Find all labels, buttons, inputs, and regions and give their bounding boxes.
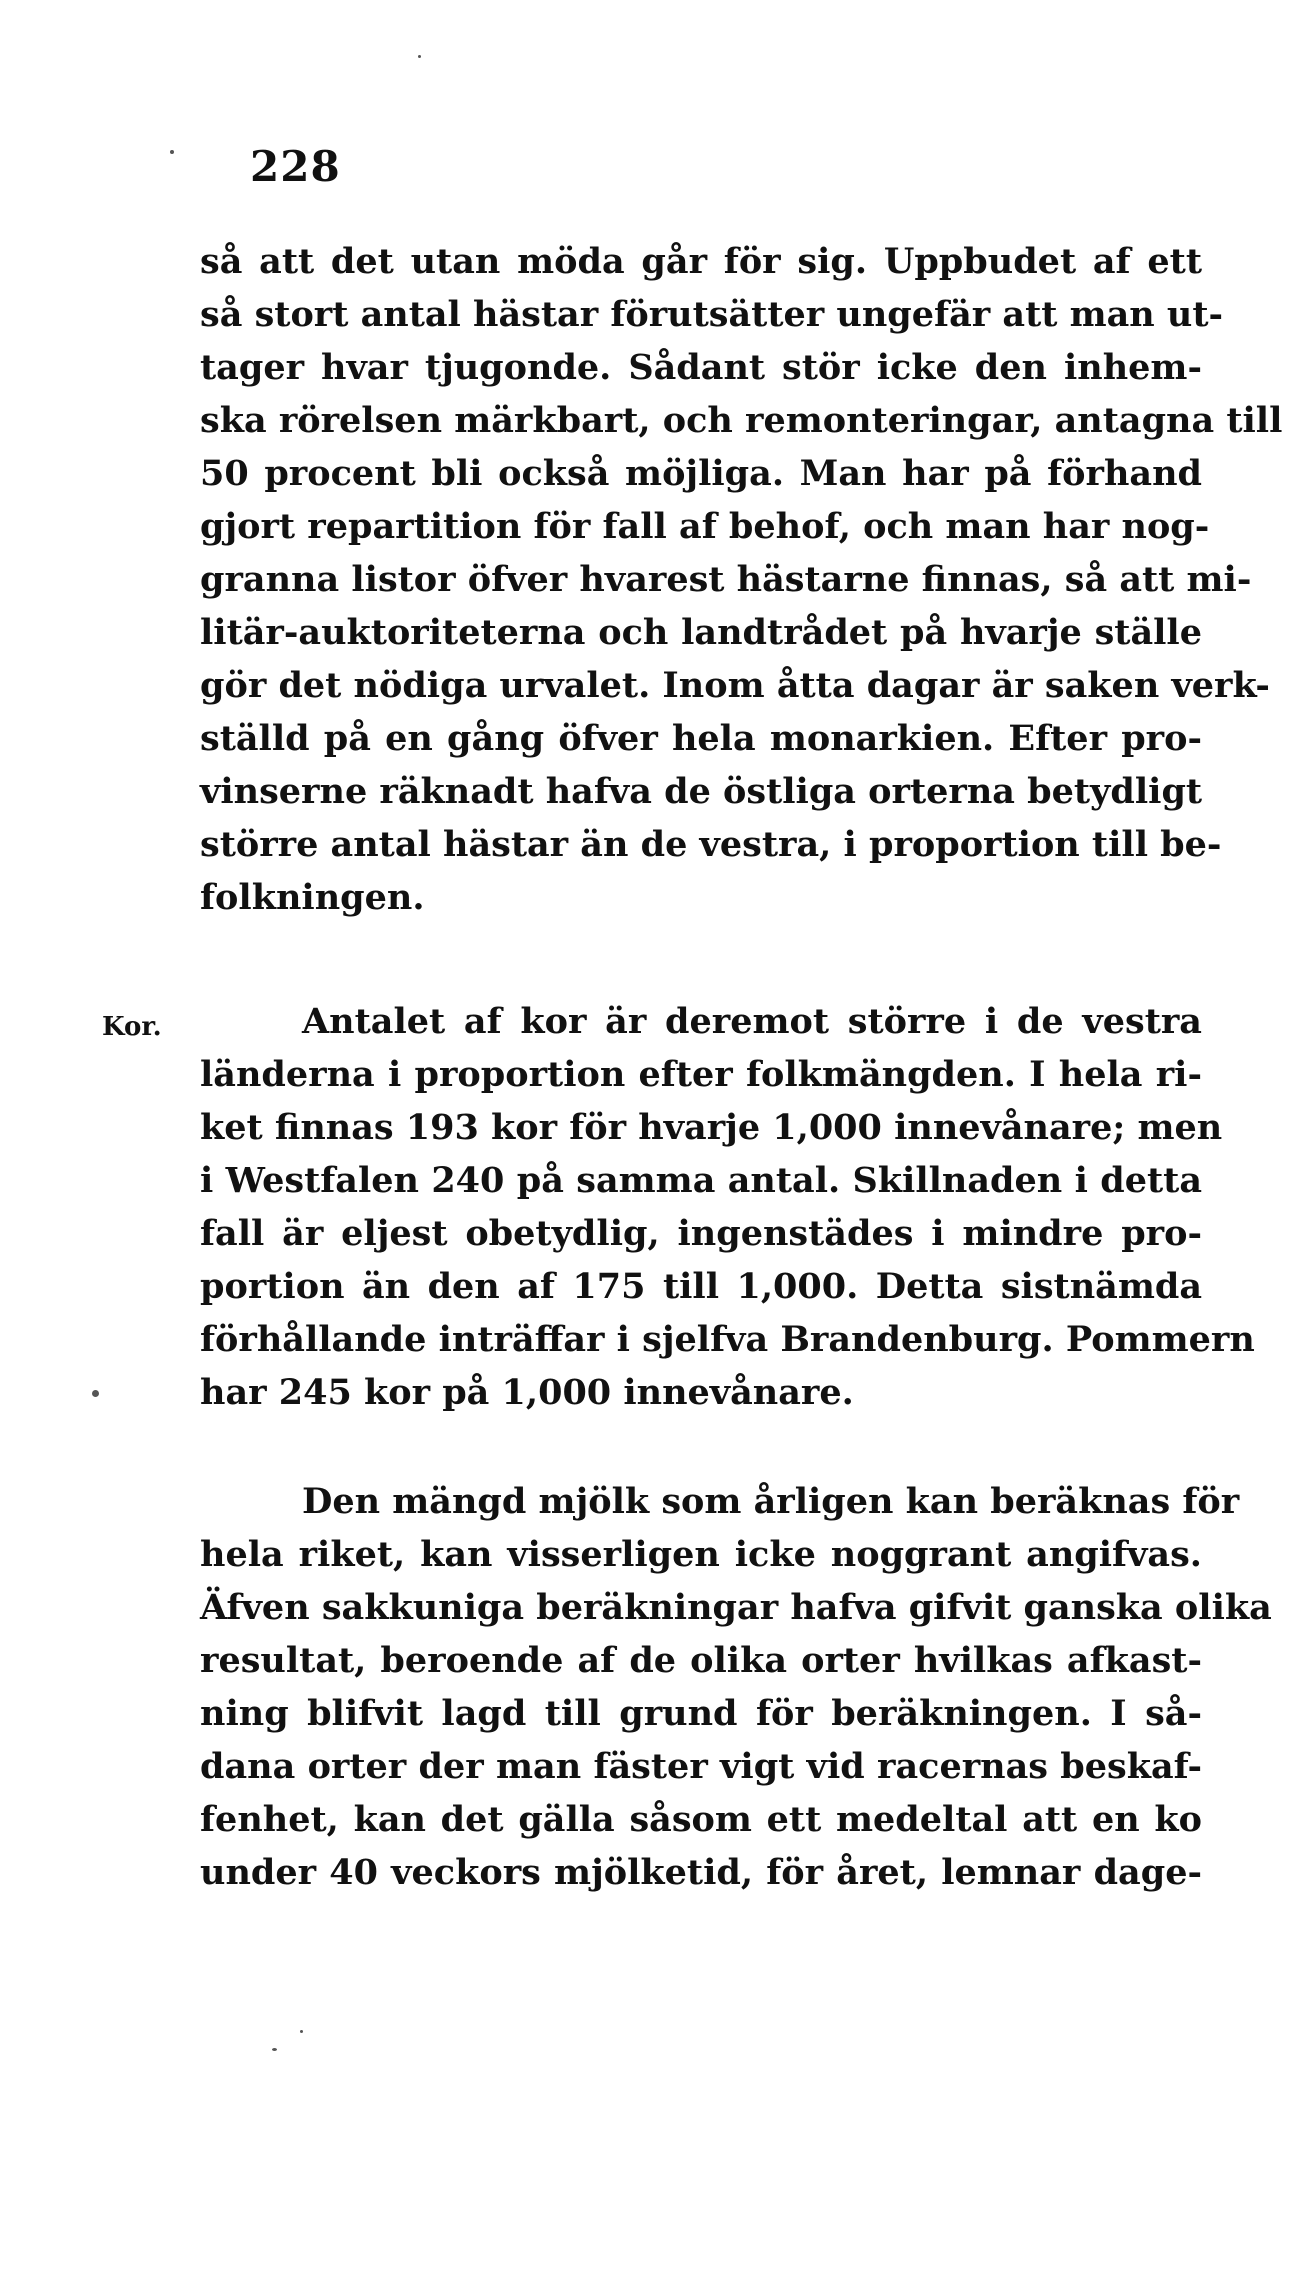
text-line: Den mängd mjölk som årligen kan beräknas för	[302, 1481, 1240, 1522]
scan-speck	[92, 1390, 99, 1397]
scan-speck	[418, 55, 421, 58]
text-line: i Westfalen 240 på samma antal. Skillnaden i detta	[200, 1160, 1202, 1201]
text-line: 50 procent bli också möjliga. Man har på förhand	[200, 453, 1202, 494]
text-line: resultat, beroende af de olika orter hvilkas afkast-	[200, 1640, 1202, 1681]
text-line: vinserne räknadt hafva de östliga orterna betydligt	[200, 771, 1203, 812]
text-line: Äfven sakkuniga beräkningar hafva gifvit ganska olika	[200, 1587, 1272, 1628]
text-line: granna listor öfver hvarest hästarne finnas, så att mi-	[200, 559, 1252, 600]
text-line: länderna i proportion efter folkmängden. I hela ri-	[200, 1054, 1202, 1095]
text-line: hela riket, kan visserligen icke noggrant angifvas.	[200, 1534, 1202, 1575]
text-line: gjort repartition för fall af behof, och man har nog-	[200, 506, 1210, 547]
text-line: ket finnas 193 kor för hvarje 1,000 innevånare; men	[200, 1107, 1223, 1148]
text-line: ställd på en gång öfver hela monarkien. Efter pro-	[200, 718, 1202, 759]
text-line: gör det nödiga urvalet. Inom åtta dagar är saken verk-	[200, 665, 1270, 706]
text-line: folkningen.	[200, 877, 425, 918]
text-line: under 40 veckors mjölketid, för året, lemnar dage-	[200, 1852, 1202, 1893]
text-line: fall är eljest obetydlig, ingenstädes i mindre pro-	[200, 1213, 1202, 1254]
text-line: portion än den af 175 till 1,000. Detta sistnämda	[200, 1266, 1202, 1307]
text-line: så att det utan möda går för sig. Uppbudet af ett	[200, 241, 1202, 282]
text-line: ning blifvit lagd till grund för beräkningen. I så-	[200, 1693, 1202, 1734]
text-line: förhållande inträffar i sjelfva Brandenburg. Pommern	[200, 1319, 1255, 1360]
scan-speck	[170, 150, 174, 154]
margin-note: Kor.	[102, 1012, 162, 1042]
text-line: dana orter der man fäster vigt vid racernas beskaf-	[200, 1746, 1202, 1787]
text-line: Antalet af kor är deremot större i de vestra	[302, 1001, 1202, 1042]
text-line: har 245 kor på 1,000 innevånare.	[200, 1372, 854, 1413]
text-line: ska rörelsen märkbart, och remonteringar, antagna till	[200, 400, 1283, 441]
text-line: större antal hästar än de vestra, i proportion till be-	[200, 824, 1222, 865]
text-line: fenhet, kan det gälla såsom ett medeltal att en ko	[200, 1799, 1202, 1840]
text-line: litär-auktoriteterna och landtrådet på hvarje ställe	[200, 612, 1202, 653]
text-line: tager hvar tjugonde. Sådant stör icke den inhem-	[200, 347, 1202, 388]
text-line: så stort antal hästar förutsätter ungefär att man ut-	[200, 294, 1224, 335]
page-number: 228	[250, 142, 341, 191]
scan-speck	[300, 2030, 303, 2033]
scan-speck	[272, 2048, 277, 2051]
